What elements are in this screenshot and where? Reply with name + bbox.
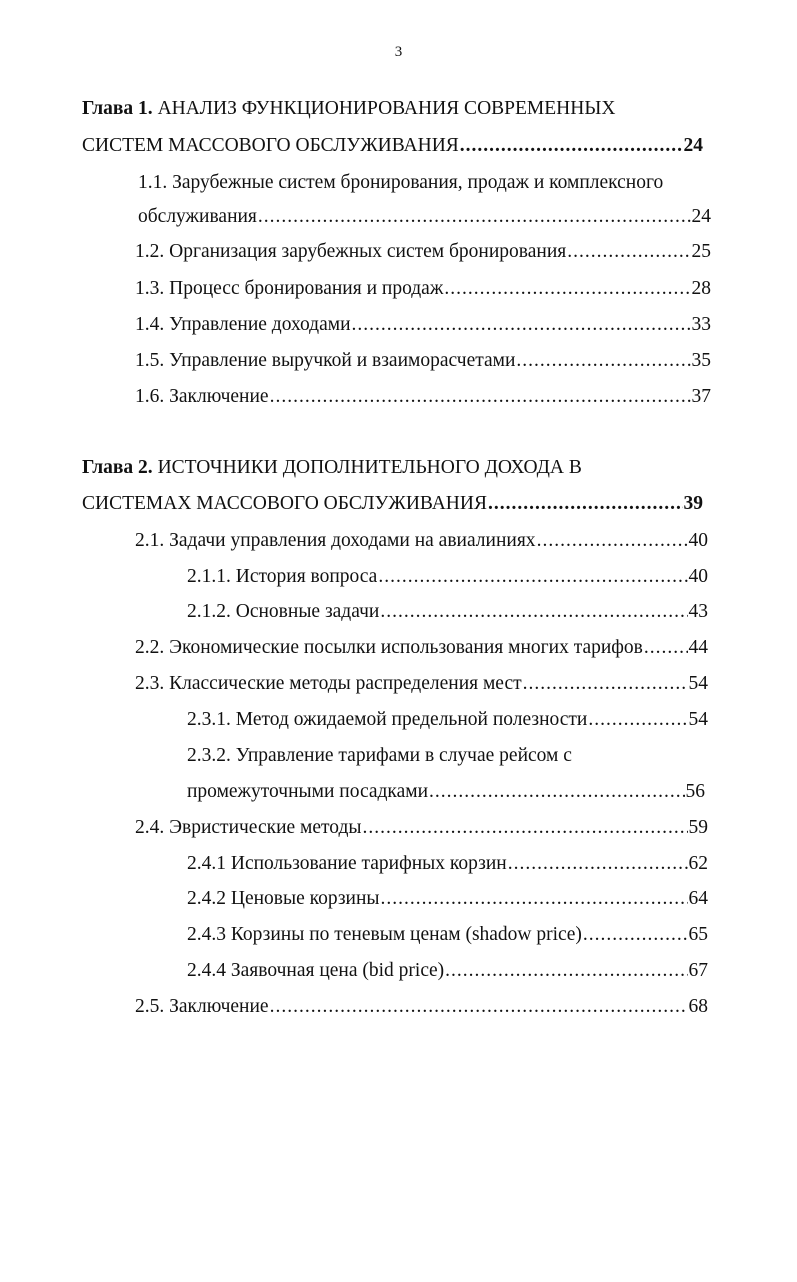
toc-entry-label: 2.4. Эвристические методы bbox=[135, 817, 362, 838]
chapter2-prefix: Глава 2. bbox=[82, 457, 153, 478]
leader-dots bbox=[588, 707, 687, 733]
toc-entry-1-1 bbox=[138, 204, 711, 230]
chapter1-heading-entry bbox=[82, 133, 703, 159]
toc-entry-2-2 bbox=[135, 635, 708, 661]
toc-entry-label: 2.1.2. Основные задачи bbox=[187, 601, 380, 622]
toc-entry-2-4-3 bbox=[187, 922, 708, 948]
toc-entry-label: 1.1. Зарубежные систем бронирования, продаж и комплексного bbox=[138, 172, 664, 193]
toc-entry-page: 33 bbox=[691, 314, 711, 335]
toc-entry-page: 68 bbox=[688, 996, 708, 1017]
leader-dots bbox=[488, 491, 683, 517]
toc-entry-page: 28 bbox=[691, 278, 711, 299]
chapter1-title-line1: АНАЛИЗ ФУНКЦИОНИРОВАНИЯ СОВРЕМЕННЫХ bbox=[152, 98, 616, 119]
page-number: 3 bbox=[394, 44, 403, 60]
toc-entry-page: 40 bbox=[688, 566, 708, 587]
leader-dots bbox=[270, 994, 688, 1020]
toc-entry-page: 62 bbox=[688, 853, 708, 874]
leader-dots bbox=[381, 886, 688, 912]
toc-entry-2-4-2 bbox=[187, 886, 708, 912]
chapter1-title bbox=[82, 96, 615, 122]
toc-entry-page: 65 bbox=[688, 924, 708, 945]
toc-entry-label: обслуживания bbox=[138, 206, 257, 227]
chapter2-title bbox=[82, 455, 582, 481]
toc-entry-label: 1.3. Процесс бронирования и продаж bbox=[135, 278, 444, 299]
leader-dots bbox=[567, 239, 690, 265]
leader-dots bbox=[537, 528, 688, 554]
toc-entry-page: 56 bbox=[685, 781, 705, 802]
toc-entry-label: 2.1. Задачи управления доходами на авиалиниях bbox=[135, 530, 536, 551]
chapter1-page: 24 bbox=[683, 135, 703, 156]
toc-entry-label: 2.4.3 Корзины по теневым ценам (shadow price) bbox=[187, 924, 582, 945]
leader-dots bbox=[429, 779, 684, 805]
leader-dots bbox=[363, 815, 688, 841]
toc-entry-2-4 bbox=[135, 815, 708, 841]
toc-entry-2-3-1 bbox=[187, 707, 708, 733]
leader-dots bbox=[378, 564, 687, 590]
toc-entry-label: 2.4.4 Заявочная цена (bid price) bbox=[187, 960, 445, 981]
leader-dots bbox=[352, 312, 691, 338]
leader-dots bbox=[444, 276, 690, 302]
toc-entry-1-5 bbox=[135, 348, 711, 374]
toc-entry-page: 43 bbox=[688, 601, 708, 622]
toc-entry-label: 1.2. Организация зарубежных систем бронирования bbox=[135, 241, 567, 262]
leader-dots bbox=[508, 851, 688, 877]
chapter2-page: 39 bbox=[683, 493, 703, 514]
leader-dots bbox=[460, 133, 683, 159]
toc-entry-label: 2.1.1. История вопроса bbox=[187, 566, 378, 587]
toc-entry-2-5 bbox=[135, 994, 708, 1020]
toc-entry-page: 64 bbox=[688, 888, 708, 909]
toc-entry-page: 54 bbox=[688, 709, 708, 730]
toc-entry-page: 24 bbox=[691, 206, 711, 227]
toc-entry-label: 2.3.1. Метод ожидаемой предельной полезности bbox=[187, 709, 588, 730]
toc-entry-page: 67 bbox=[688, 960, 708, 981]
toc-entry-label: 1.4. Управление доходами bbox=[135, 314, 351, 335]
toc-entry-2-1-2 bbox=[187, 599, 708, 625]
toc-entry-page: 25 bbox=[691, 241, 711, 262]
leader-dots bbox=[583, 922, 688, 948]
leader-dots bbox=[523, 671, 688, 697]
toc-entry-2-3-2 bbox=[187, 779, 705, 805]
leader-dots bbox=[380, 599, 687, 625]
toc-entry-label: 2.3. Классические методы распределения мест bbox=[135, 673, 522, 694]
toc-entry-2-1-1 bbox=[187, 564, 708, 590]
leader-dots bbox=[516, 348, 690, 374]
toc-entry-label: 1.5. Управление выручкой и взаиморасчетами bbox=[135, 350, 516, 371]
chapter2-title-line1: ИСТОЧНИКИ ДОПОЛНИТЕЛЬНОГО ДОХОДА В bbox=[152, 457, 582, 478]
toc-entry-1-1-line1 bbox=[138, 170, 663, 196]
toc-entry-page: 35 bbox=[691, 350, 711, 371]
toc-entry-2-1 bbox=[135, 528, 708, 554]
toc-entry-label: 2.5. Заключение bbox=[135, 996, 269, 1017]
leader-dots bbox=[258, 204, 691, 230]
toc-entry-1-6 bbox=[135, 384, 711, 410]
toc-entry-label: 2.2. Экономические посылки использования многих тарифов bbox=[135, 637, 643, 658]
toc-entry-label: 2.3.2. Управление тарифами в случае рейсом с bbox=[187, 745, 572, 766]
chapter2-title-line2: СИСТЕМАХ МАССОВОГО ОБСЛУЖИВАНИЯ bbox=[82, 493, 487, 514]
leader-dots bbox=[270, 384, 691, 410]
toc-entry-label: 1.6. Заключение bbox=[135, 386, 269, 407]
leader-dots bbox=[644, 635, 688, 661]
toc-entry-label: 2.4.1 Использование тарифных корзин bbox=[187, 853, 507, 874]
chapter1-title-line2: СИСТЕМ МАССОВОГО ОБСЛУЖИВАНИЯ bbox=[82, 135, 459, 156]
toc-entry-page: 59 bbox=[688, 817, 708, 838]
toc-entry-2-3 bbox=[135, 671, 708, 697]
toc-entry-2-3-2-line1 bbox=[187, 743, 572, 769]
toc-entry-page: 44 bbox=[688, 637, 708, 658]
toc-entry-label: промежуточными посадками bbox=[187, 781, 429, 802]
toc-entry-page: 40 bbox=[688, 530, 708, 551]
toc-entry-page: 37 bbox=[691, 386, 711, 407]
toc-entry-1-4 bbox=[135, 312, 711, 338]
leader-dots bbox=[445, 958, 687, 984]
toc-entry-1-2 bbox=[135, 239, 711, 265]
chapter1-prefix: Глава 1. bbox=[82, 98, 153, 119]
toc-entry-2-4-1 bbox=[187, 851, 708, 877]
toc-entry-label: 2.4.2 Ценовые корзины bbox=[187, 888, 380, 909]
chapter2-heading-entry bbox=[82, 491, 703, 517]
toc-entry-page: 54 bbox=[688, 673, 708, 694]
toc-entry-1-3 bbox=[135, 276, 711, 302]
toc-entry-2-4-4 bbox=[187, 958, 708, 984]
